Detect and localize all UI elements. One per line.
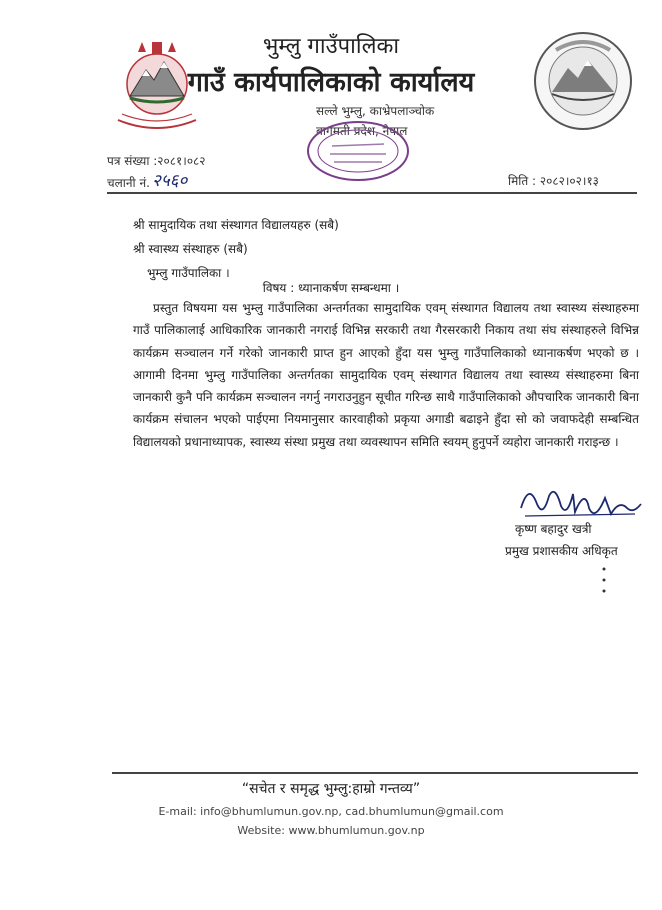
footer-slogan: “सचेत र समृद्ध भुम्लु:हाम्रो गन्तव्य” [241, 781, 421, 797]
footer-website: Website: www.bhumlumun.gov.np [237, 824, 425, 837]
signatory-title: प्रमुख प्रशासकीय अधिकृत [505, 544, 618, 558]
address-line2: बागमती प्रदेश, नेपाल [316, 124, 408, 138]
address-line1: सल्ले भुम्लु, काभ्रेपलाञ्चोक [316, 104, 435, 118]
letter-date: मिति : २०८२।०२।१३ [508, 174, 599, 188]
official-stamp-icon [304, 118, 412, 184]
office-name: भुम्लु गाउँपालिका [262, 34, 400, 59]
letter-subject: विषय : ध्यानाकर्षण सम्बन्धमा । [262, 281, 400, 295]
reference-number: पत्र संख्या :२०८१।०८२ [107, 154, 206, 168]
decorative-dots [601, 565, 607, 595]
dispatch-label: चलानी नं. [107, 176, 150, 190]
letter-body: प्रस्तुत विषयमा यस भुम्लु गाउँपालिका अन्तर्गतका सामुदायिक एवम् संस्थागत विद्यालय तथा स्वास्थ्य संस्थाहरुमा गाउँ पालिकालाई आधिकारिक जानकारी नगराई विभिन्न सरकारी तथा गैरसरकारी निकाय तथा संघ संस्थाहरुले विभिन्न कार्यक्रम सञ्चालन गर्ने गरेको जानकारी प्राप्त हुन आएको हुँदा यस भुम्लु गाउँपालिकाको ध्यानाकर्षण भएको छ । आगामी दिनमा भुम्लु गाउँपालिका अन्तर्गतका सामुदायिक एवम् संस्थागत विद्यालय तथा स्वास्थ्य संस्थाहरुमा बिना जानकारी कुनै पनि कार्यक्रम सञ्चालन नगर्नु नगराउनुहुन सूचीत गरिन्छ साथै गाउँपालिकाको औपचारिक जानकारी बिना कार्यक्रम संचालन भएको पाईएमा नियमानुसार कारवाहीको प्रकृया अगाडी बढाइने हुँदा सो को जवाफदेही सम्बन्धित विद्यालयको प्रधानाध्यापक, स्वास्थ्य संस्था प्रमुख तथा व्यवस्थापन समिति स्वयम् हुनुपर्ने व्यहोरा जानकारी गराइन्छ । [133, 301, 639, 449]
recipient-line: भुम्लु गाउँपालिका । [147, 266, 230, 280]
recipient-line: श्री स्वास्थ्य संस्थाहरु (सबै) [133, 242, 248, 256]
dispatch-number: २५६० [152, 171, 188, 191]
recipient-line: श्री सामुदायिक तथा संस्थागत विद्यालयहरु (सबै) [133, 218, 339, 232]
footer-email: E-mail: info@bhumlumun.gov.np, cad.bhumlumun@gmail.com [158, 805, 504, 818]
signatory-name: कृष्ण बहादुर खत्री [515, 522, 592, 536]
office-title: गाउँ कार्यपालिकाको कार्यालय [187, 67, 475, 98]
header-divider [107, 192, 637, 194]
footer-divider [112, 772, 638, 774]
